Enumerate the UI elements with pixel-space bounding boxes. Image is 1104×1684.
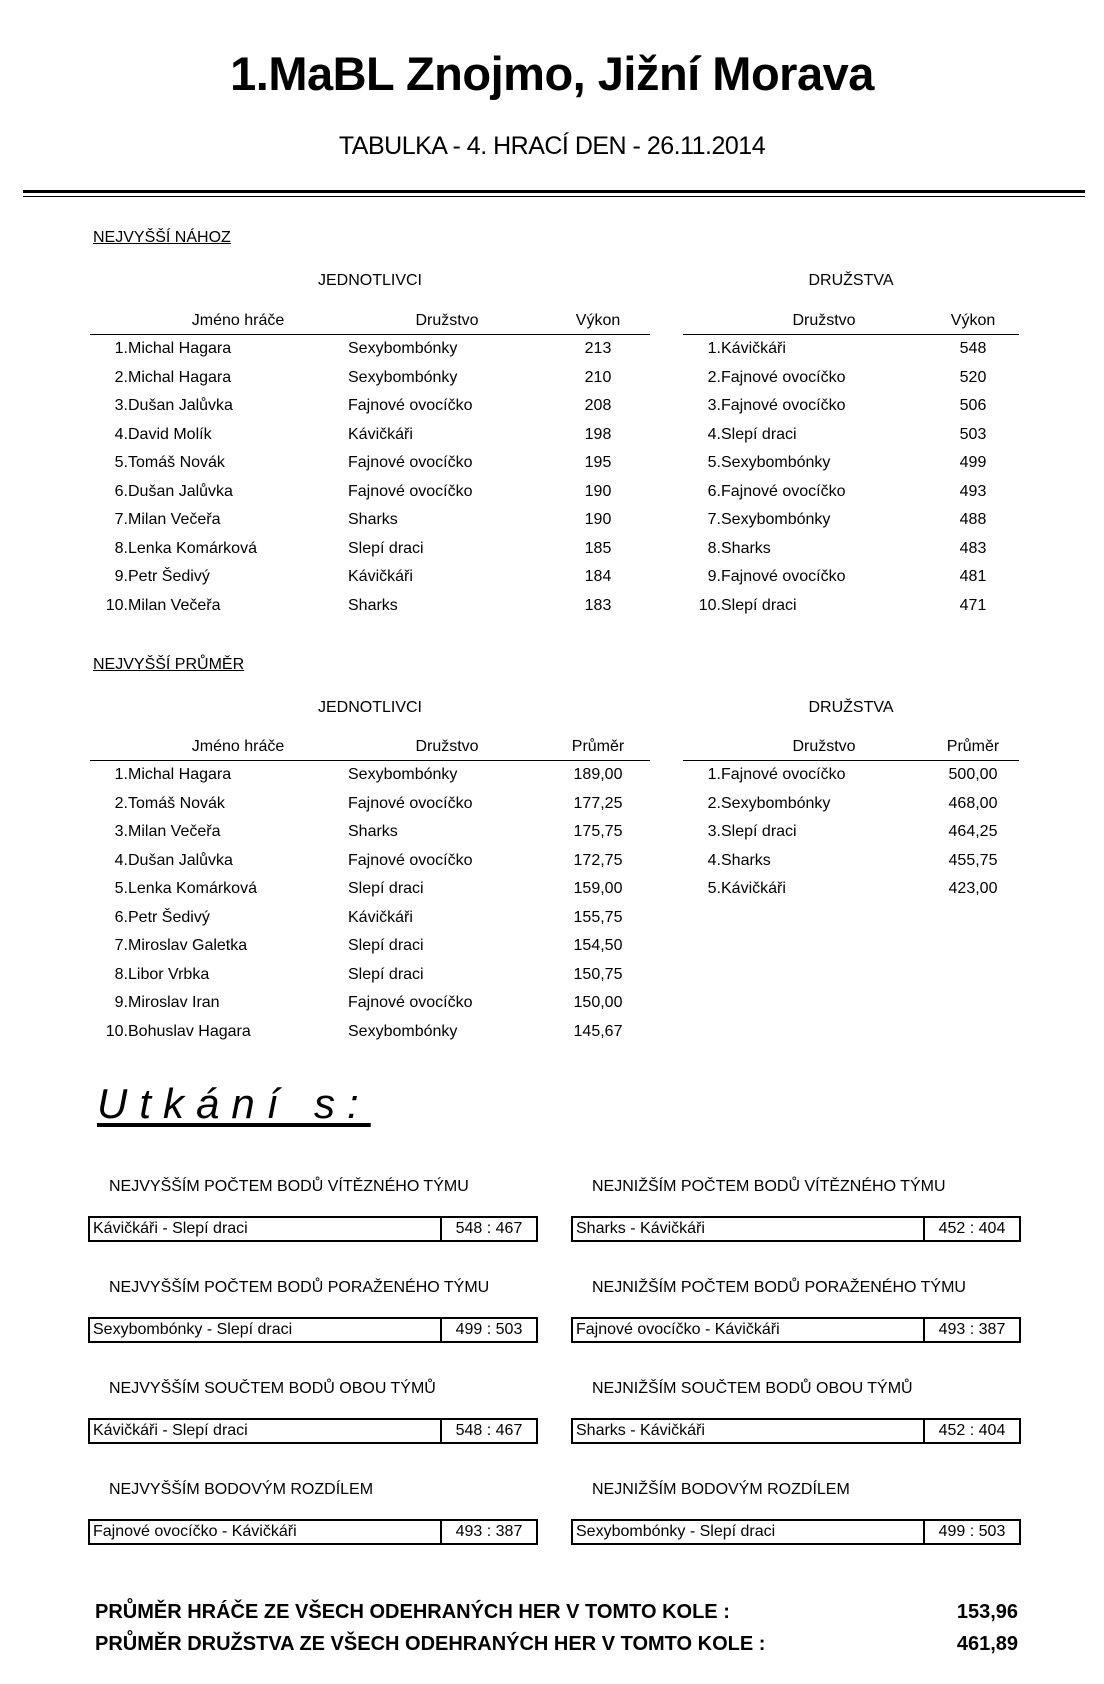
column-header-team: Družstvo	[348, 308, 546, 335]
group-label-individuals-nahoz: JEDNOTLIVCI	[317, 272, 422, 289]
value-cell: 210	[584, 368, 612, 386]
table-row	[90, 1018, 650, 1047]
team-cell: Fajnové ovocíčko	[348, 851, 473, 869]
table-row	[90, 904, 650, 933]
rank-cell: 10.	[105, 596, 128, 614]
value-cell: 208	[584, 397, 612, 415]
table-row	[683, 392, 1019, 421]
team-cell: Slepí draci	[348, 880, 424, 898]
team-cell: Sexybombónky	[721, 794, 831, 812]
table-row	[683, 506, 1019, 535]
match-result-box	[571, 1418, 1021, 1444]
player-name-cell: Dušan Jalůvka	[128, 851, 233, 869]
team-cell: Kávičkáři	[721, 340, 786, 358]
value-cell: 471	[959, 596, 987, 614]
match-score: 548 : 467	[440, 1218, 536, 1240]
player-name-cell: Milan Večeřa	[128, 596, 221, 614]
player-name-cell: Lenka Komárková	[128, 539, 257, 557]
team-cell: Fajnové ovocíčko	[348, 482, 473, 500]
value-cell: 500,00	[948, 766, 998, 784]
table-row	[90, 335, 650, 364]
table-row	[90, 506, 650, 535]
value-cell: 189,00	[573, 766, 623, 784]
value-cell: 177,25	[573, 794, 623, 812]
team-cell: Kávičkáři	[348, 568, 413, 586]
rank-cell: 3.	[114, 823, 128, 841]
match-score: 499 : 503	[923, 1521, 1019, 1543]
match-result-box	[88, 1216, 538, 1242]
value-cell: 520	[959, 368, 987, 386]
table-row	[683, 790, 1019, 819]
team-cell: Fajnové ovocíčko	[721, 568, 846, 586]
player-name-cell: Michal Hagara	[128, 368, 232, 386]
team-cell: Fajnové ovocíčko	[721, 766, 846, 784]
team-cell: Sharks	[721, 851, 771, 869]
team-cell: Fajnové ovocíčko	[348, 994, 473, 1012]
header-divider	[23, 190, 1085, 193]
table-row	[90, 563, 650, 592]
team-cell: Sharks	[348, 511, 398, 529]
player-name-cell: Libor Vrbka	[128, 965, 210, 983]
table-row	[683, 335, 1019, 364]
match-result-box	[88, 1519, 538, 1545]
table-row	[683, 478, 1019, 507]
rank-cell: 5.	[114, 880, 128, 898]
match-teams: Sharks - Kávičkáři	[576, 1220, 705, 1237]
match-result-box	[88, 1418, 538, 1444]
match-score: 493 : 387	[923, 1319, 1019, 1341]
value-cell: 548	[959, 340, 987, 358]
team-cell: Sharks	[348, 823, 398, 841]
team-cell: Kávičkáři	[348, 908, 413, 926]
team-cell: Sexybombónky	[348, 766, 458, 784]
value-cell: 488	[959, 511, 987, 529]
player-name-cell: Tomáš Novák	[128, 794, 225, 812]
value-cell: 150,75	[573, 965, 623, 983]
value-cell: 483	[959, 539, 987, 557]
table-row	[90, 847, 650, 876]
table-row	[90, 421, 650, 450]
match-category-label: NEJNIŽŠÍM SOUČTEM BODŮ OBOU TÝMŮ	[592, 1380, 913, 1397]
rank-cell: 7.	[114, 937, 128, 955]
match-teams: Fajnové ovocíčko - Kávičkáři	[576, 1321, 780, 1338]
column-header-team: Družstvo	[348, 734, 546, 761]
rank-cell: 10.	[105, 1022, 128, 1040]
player-name-cell: Tomáš Novák	[128, 454, 225, 472]
rank-cell: 3.	[114, 397, 128, 415]
column-header-player: Jméno hráče	[128, 734, 348, 761]
rank-cell: 7.	[707, 511, 721, 529]
match-teams: Kávičkáři - Slepí draci	[93, 1422, 248, 1439]
team-cell: Kávičkáři	[348, 425, 413, 443]
table-individuals-prumer	[90, 734, 650, 1046]
table-row	[683, 563, 1019, 592]
match-score: 452 : 404	[923, 1420, 1019, 1442]
rank-cell: 8.	[114, 965, 128, 983]
rank-cell: 6.	[114, 908, 128, 926]
column-header-value: Výkon	[927, 308, 1019, 335]
value-cell: 481	[959, 568, 987, 586]
table-row	[90, 449, 650, 478]
player-name-cell: Petr Šedivý	[128, 908, 210, 926]
team-cell: Fajnové ovocíčko	[721, 368, 846, 386]
player-name-cell: Miroslav Galetka	[128, 937, 248, 955]
group-label-individuals-prumer: JEDNOTLIVCI	[317, 699, 422, 716]
team-cell: Sexybombónky	[348, 1022, 458, 1040]
rank-cell: 4.	[114, 851, 128, 869]
column-header-value: Průměr	[546, 734, 650, 761]
table-row	[683, 421, 1019, 450]
team-average-value: 461,89	[956, 1633, 1018, 1655]
rank-cell: 5.	[114, 454, 128, 472]
value-cell: 423,00	[948, 880, 998, 898]
rank-cell: 4.	[707, 425, 721, 443]
team-cell: Sexybombónky	[348, 368, 458, 386]
table-row	[683, 592, 1019, 621]
table-row	[90, 535, 650, 564]
value-cell: 503	[959, 425, 987, 443]
section-heading-prumer: NEJVYŠŠÍ PRŮMĚR	[93, 656, 245, 673]
player-name-cell: Petr Šedivý	[128, 568, 210, 586]
value-cell: 172,75	[573, 851, 623, 869]
match-teams: Sexybombónky - Slepí draci	[93, 1321, 293, 1338]
column-header-value: Výkon	[546, 308, 650, 335]
rank-cell: 6.	[114, 482, 128, 500]
team-cell: Sexybombónky	[721, 511, 831, 529]
rank-cell: 9.	[114, 994, 128, 1012]
team-cell: Slepí draci	[721, 425, 797, 443]
match-teams: Fajnové ovocíčko - Kávičkáři	[93, 1523, 297, 1540]
value-cell: 455,75	[948, 851, 998, 869]
team-cell: Sexybombónky	[348, 340, 458, 358]
match-score: 493 : 387	[440, 1521, 536, 1543]
rank-cell: 1.	[707, 766, 721, 784]
match-score: 452 : 404	[923, 1218, 1019, 1240]
team-cell: Fajnové ovocíčko	[721, 482, 846, 500]
value-cell: 154,50	[573, 937, 623, 955]
value-cell: 159,00	[573, 880, 623, 898]
value-cell: 184	[584, 568, 612, 586]
match-category-label: NEJNIŽŠÍM POČTEM BODŮ VÍTĚZNÉHO TÝMU	[592, 1178, 946, 1195]
team-cell: Fajnové ovocíčko	[348, 454, 473, 472]
table-individuals-nahoz	[90, 308, 650, 620]
team-cell: Fajnové ovocíčko	[721, 397, 846, 415]
rank-cell: 8.	[707, 539, 721, 557]
value-cell: 190	[584, 482, 612, 500]
match-category-label: NEJVYŠŠÍM POČTEM BODŮ VÍTĚZNÉHO TÝMU	[109, 1178, 469, 1195]
match-category-label: NEJVYŠŠÍM BODOVÝM ROZDÍLEM	[109, 1481, 374, 1498]
match-category-label: NEJVYŠŠÍM POČTEM BODŮ PORAŽENÉHO TÝMU	[109, 1279, 490, 1296]
column-header-team: Družstvo	[721, 308, 927, 335]
player-name-cell: Dušan Jalůvka	[128, 397, 233, 415]
table-row	[683, 364, 1019, 393]
team-cell: Fajnové ovocíčko	[348, 794, 473, 812]
rank-cell: 9.	[114, 568, 128, 586]
value-cell: 464,25	[948, 823, 998, 841]
page-title: 1.MaBL Znojmo, Jižní Morava	[230, 47, 874, 100]
player-average-label: PRŮMĚR HRÁČE ZE VŠECH ODEHRANÝCH HER V TOMTO KOLE :	[95, 1601, 730, 1623]
rank-cell: 2.	[707, 794, 721, 812]
table-row	[90, 989, 650, 1018]
team-cell: Slepí draci	[721, 596, 797, 614]
value-cell: 150,00	[573, 994, 623, 1012]
table-row	[683, 818, 1019, 847]
column-header-team: Družstvo	[721, 734, 927, 761]
table-row	[90, 818, 650, 847]
player-name-cell: Michal Hagara	[128, 340, 232, 358]
table-row	[90, 392, 650, 421]
match-score: 499 : 503	[440, 1319, 536, 1341]
value-cell: 185	[584, 539, 612, 557]
header-divider-thin	[23, 196, 1085, 197]
team-average-label: PRŮMĚR DRUŽSTVA ZE VŠECH ODEHRANÝCH HER V TOMTO KOLE :	[95, 1633, 766, 1655]
table-row	[90, 961, 650, 990]
value-cell: 145,67	[573, 1022, 623, 1040]
table-teams-prumer	[683, 734, 1019, 904]
team-cell: Kávičkáři	[721, 880, 786, 898]
table-row	[683, 847, 1019, 876]
table-row	[90, 364, 650, 393]
player-name-cell: Bohuslav Hagara	[128, 1022, 251, 1040]
match-teams: Sharks - Kávičkáři	[576, 1422, 705, 1439]
player-name-cell: Milan Večeřa	[128, 511, 221, 529]
rank-cell: 5.	[707, 454, 721, 472]
team-cell: Sexybombónky	[721, 454, 831, 472]
value-cell: 195	[584, 454, 612, 472]
match-teams: Kávičkáři - Slepí draci	[93, 1220, 248, 1237]
value-cell: 175,75	[573, 823, 623, 841]
rank-cell: 7.	[114, 511, 128, 529]
team-cell: Sharks	[348, 596, 398, 614]
match-category-label: NEJNIŽŠÍM POČTEM BODŮ PORAŽENÉHO TÝMU	[592, 1279, 966, 1296]
match-score: 548 : 467	[440, 1420, 536, 1442]
match-result-box	[571, 1216, 1021, 1242]
player-name-cell: Dušan Jalůvka	[128, 482, 233, 500]
group-label-teams-nahoz: DRUŽSTVA	[808, 272, 894, 289]
rank-cell: 6.	[707, 482, 721, 500]
matches-heading: Utkání s:	[97, 1080, 371, 1127]
value-cell: 506	[959, 397, 987, 415]
table-row	[90, 761, 650, 790]
rank-cell: 5.	[707, 880, 721, 898]
rank-cell: 2.	[114, 794, 128, 812]
rank-cell: 1.	[707, 340, 721, 358]
value-cell: 183	[584, 596, 612, 614]
table-row	[90, 932, 650, 961]
value-cell: 499	[959, 454, 987, 472]
rank-cell: 1.	[114, 766, 128, 784]
rank-cell: 1.	[114, 340, 128, 358]
value-cell: 190	[584, 511, 612, 529]
column-header-player: Jméno hráče	[128, 308, 348, 335]
table-row	[90, 592, 650, 621]
value-cell: 493	[959, 482, 987, 500]
rank-cell: 8.	[114, 539, 128, 557]
player-name-cell: Milan Večeřa	[128, 823, 221, 841]
match-category-label: NEJNIŽŠÍM BODOVÝM ROZDÍLEM	[592, 1481, 850, 1498]
value-cell: 213	[584, 340, 612, 358]
group-label-teams-prumer: DRUŽSTVA	[808, 699, 894, 716]
rank-cell: 4.	[114, 425, 128, 443]
value-cell: 155,75	[573, 908, 623, 926]
rank-cell: 4.	[707, 851, 721, 869]
rank-cell: 3.	[707, 823, 721, 841]
rank-cell: 3.	[707, 397, 721, 415]
table-row	[90, 478, 650, 507]
table-teams-nahoz	[683, 308, 1019, 620]
team-cell: Sharks	[721, 539, 771, 557]
value-cell: 468,00	[948, 794, 998, 812]
table-row	[683, 761, 1019, 790]
player-average-value: 153,96	[956, 1601, 1018, 1623]
match-result-box	[88, 1317, 538, 1343]
team-cell: Slepí draci	[348, 539, 424, 557]
player-name-cell: Miroslav Iran	[128, 994, 220, 1012]
team-cell: Slepí draci	[721, 823, 797, 841]
rank-cell: 2.	[707, 368, 721, 386]
match-result-box	[571, 1317, 1021, 1343]
team-cell: Slepí draci	[348, 965, 424, 983]
team-cell: Slepí draci	[348, 937, 424, 955]
table-row	[90, 790, 650, 819]
table-row	[683, 535, 1019, 564]
player-name-cell: David Molík	[128, 425, 212, 443]
table-row	[683, 449, 1019, 478]
match-teams: Sexybombónky - Slepí draci	[576, 1523, 776, 1540]
table-row	[90, 875, 650, 904]
team-cell: Fajnové ovocíčko	[348, 397, 473, 415]
section-heading-nahoz: NEJVYŠŠÍ NÁHOZ	[93, 229, 231, 246]
rank-cell: 2.	[114, 368, 128, 386]
player-name-cell: Lenka Komárková	[128, 880, 257, 898]
page-subtitle: TABULKA - 4. HRACÍ DEN - 26.11.2014	[338, 132, 766, 160]
table-row	[683, 875, 1019, 904]
rank-cell: 10.	[698, 596, 721, 614]
column-header-value: Průměr	[927, 734, 1019, 761]
player-name-cell: Michal Hagara	[128, 766, 232, 784]
match-result-box	[571, 1519, 1021, 1545]
match-category-label: NEJVYŠŠÍM SOUČTEM BODŮ OBOU TÝMŮ	[109, 1380, 436, 1397]
value-cell: 198	[584, 425, 612, 443]
rank-cell: 9.	[707, 568, 721, 586]
